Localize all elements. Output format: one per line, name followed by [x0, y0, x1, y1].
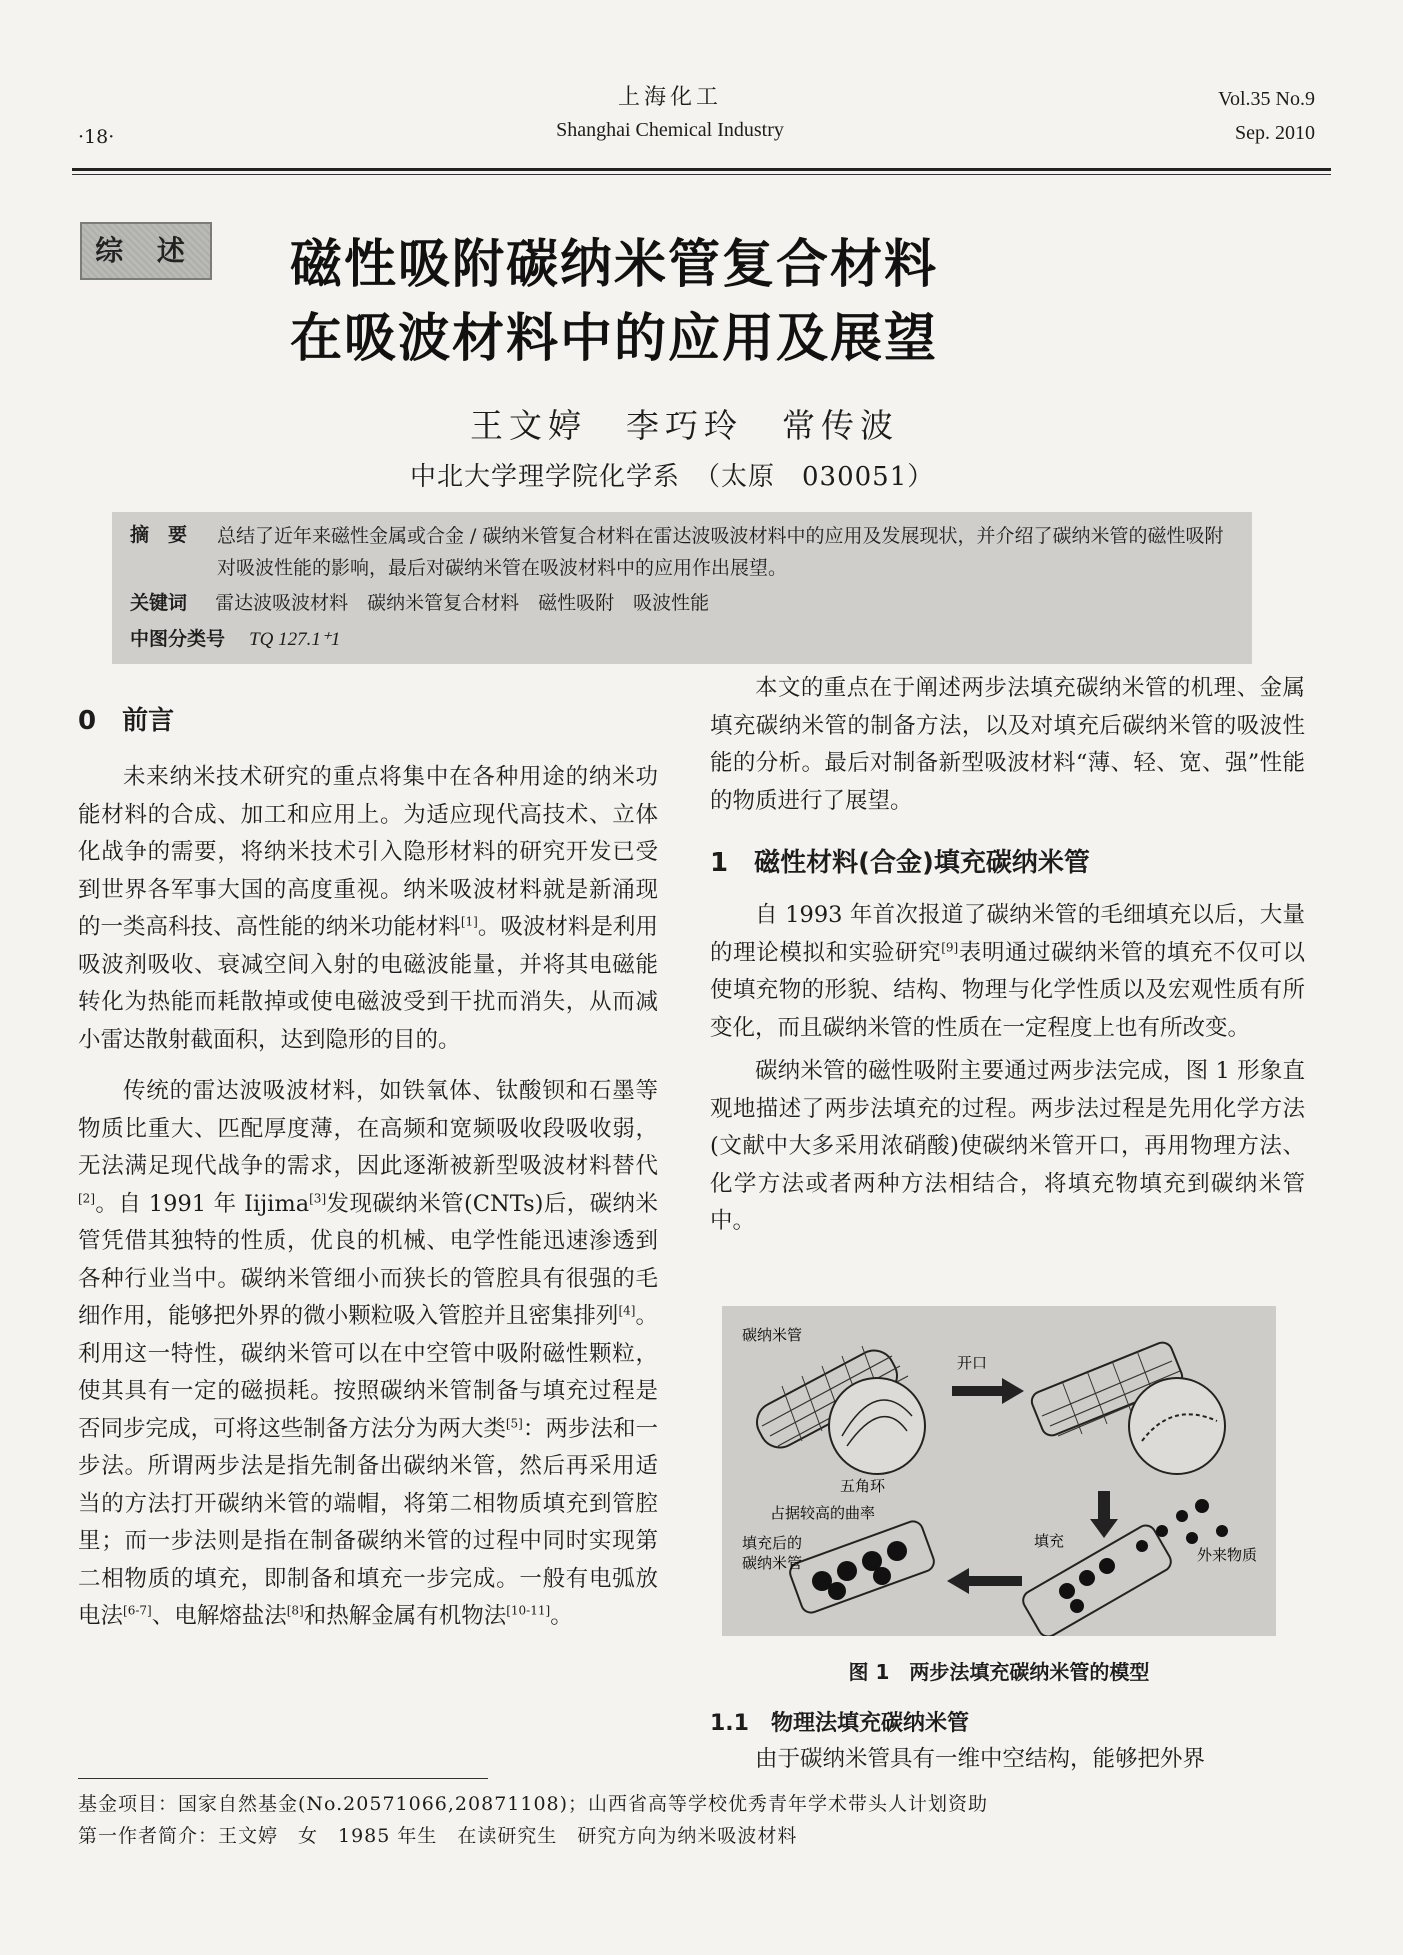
keywords-label: 关键词	[130, 592, 188, 614]
intro-p2e: ：两步法和一步法。所谓两步法是指先制备出碳纳米管，然后再采用适当的方法打开碳纳米管的端帽，将第二相物质填充到管腔里；而一步法则是指在制备碳纳米管的过程中同时实现第二相物质的填充，即制备和填充一步完成。一般有电弧放电法	[78, 1415, 658, 1629]
figure-1-caption: 图 1 两步法填充碳纳米管的模型	[848, 1660, 1150, 1684]
section-heading-intro: 0 前言	[78, 706, 175, 736]
right-paragraph-1: 本文的重点在于阐述两步法填充碳纳米管的机理、金属填充碳纳米管的制备方法，以及对填充后碳纳米管的吸波性能的分析。最后对制备新型吸波材料“薄、轻、宽、强”性能的物质进行了展望。	[710, 675, 1305, 814]
right-p2a: 自 1993 年首次报道了碳纳米管的毛细填充以后，大量的理论模拟和实验研究	[710, 902, 1305, 966]
footnote-rule	[78, 1778, 488, 1779]
intro-p2d: 。利用这一特性，碳纳米管可以在中空管中吸附磁性颗粒，使其具有一定的磁损耗。按照碳纳米管制备与填充过程是否同步完成，可将这些制备方法分为两大类	[78, 1303, 658, 1442]
intro-p2b: 。自 1991 年 Iijima	[95, 1190, 310, 1217]
label-fill: 填充	[1034, 1532, 1065, 1550]
citation-10-11: [10-11]	[506, 1603, 551, 1618]
right-p2b: 表明通过碳纳米管的填充不仅可以使填充物的形貌、结构、物理与化学性质以及宏观性质有所变化，而且碳纳米管的性质在一定程度上也有所改变。	[710, 939, 1305, 1041]
keywords-row	[130, 588, 709, 618]
journal-name-en: Shanghai Chemical Industry	[556, 119, 784, 141]
clc-code: TQ 127.1⁺1	[249, 629, 341, 650]
label-filled: 填充后的	[742, 1534, 803, 1552]
footnote-fund: 基金项目：国家自然基金(No.20571066,20871108)；山西省高等学校优秀青年学术带头人计划资助	[78, 1793, 989, 1815]
citation-4: [4]	[618, 1303, 636, 1318]
label-pentagon: 五角环	[840, 1477, 886, 1495]
keywords-text: 雷达波吸波材料 碳纳米管复合材料 磁性吸附 吸波性能	[215, 592, 710, 614]
left-column	[78, 700, 658, 1636]
intro-p2c: 发现碳纳米管(CNTs)后，碳纳米管凭借其独特的性质，优良的机械、电学性能迅速渗透到各种行业当中。碳纳米管细小而狭长的管腔具有很强的毛细作用，能够把外界的微小颗粒吸入管腔并且密集排列	[78, 1190, 658, 1329]
citation-8: [8]	[286, 1603, 304, 1618]
issue-info	[1218, 82, 1315, 150]
intro-p2a: 传统的雷达波吸波材料，如铁氧体、钛酸钡和石墨等物质比重大、匹配厚度薄，在高频和宽频吸收段吸收弱，无法满足现代战争的需求，因此逐渐被新型吸波材料替代	[78, 1078, 658, 1179]
citation-1: [1]	[460, 914, 478, 929]
label-open: 开口	[957, 1354, 988, 1372]
citation-6-7: [6-7]	[123, 1603, 152, 1618]
abstract-text: 总结了近年来磁性金属或合金 / 碳纳米管复合材料在雷达波吸波材料中的应用及发展现状，并介绍了碳纳米管的磁性吸附对吸波性能的影响，最后对碳纳米管在吸波材料中的应用作出展望。	[217, 525, 1224, 579]
authors: 王文婷 李巧玲 常传波	[470, 406, 899, 445]
abstract-box	[112, 512, 1252, 664]
right-column-continued	[710, 1706, 1305, 1779]
section-heading-1: 1 磁性材料(合金)填充碳纳米管	[710, 848, 1090, 878]
title-line-2: 在吸波材料中的应用及展望	[290, 309, 939, 369]
journal-name-cn: 上海化工	[617, 85, 722, 110]
intro-p2h: 。	[550, 1603, 573, 1629]
abstract-label	[130, 520, 187, 550]
section-heading-1-1: 1.1 物理法填充碳纳米管	[710, 1711, 969, 1736]
citation-9: [9]	[941, 940, 959, 954]
right-paragraph-4: 由于碳纳米管具有一维中空结构，能够把外界	[755, 1746, 1206, 1772]
label-foreign: 外来物质	[1197, 1546, 1258, 1564]
footnote-author: 第一作者简介：王文婷 女 1985 年生 在读研究生 研究方向为纳米吸波材料	[78, 1825, 798, 1847]
citation-2: [2]	[78, 1191, 95, 1205]
label-curvature: 占据较高的曲率	[770, 1504, 876, 1522]
header-rule	[72, 168, 1331, 171]
footnotes	[78, 1788, 1318, 1852]
title-line-1: 磁性吸附碳纳米管复合材料	[290, 235, 939, 295]
clc-label: 中图分类号	[130, 628, 226, 650]
right-paragraph-2	[710, 897, 1305, 1047]
label-filled-2: 碳纳米管	[742, 1554, 803, 1572]
figure-1	[722, 1306, 1276, 1636]
intro-paragraph-2	[78, 1073, 658, 1636]
citation-3: [3]	[309, 1191, 327, 1205]
intro-p1-text: 未来纳米技术研究的重点将集中在各种用途的纳米功能材料的合成、加工和应用上。为适应现代高技术、立体化战争的需要，将纳米技术引入隐形材料的研究开发已受到世界各军事大国的高度重视。纳米吸波材料就是新涌现的一类高科技、高性能的纳米功能材料	[78, 764, 658, 940]
affiliation: 中北大学理学院化学系 （太原 030051）	[410, 462, 935, 492]
clc-row	[130, 624, 340, 655]
header-rule-thin	[72, 174, 1331, 175]
intro-p1b-text: 。吸波材料是利用吸波剂吸收、衰减空间入射的电磁波能量，并将其电磁能转化为热能而耗散掉或使电磁波受到干扰而消失，从而减小雷达散射截面积，达到隐形的目的。	[78, 914, 658, 1053]
volume: Vol.35 No.9	[1218, 88, 1315, 110]
label-cnt: 碳纳米管	[742, 1326, 803, 1344]
intro-paragraph-1	[78, 759, 658, 1059]
figure-1-diagram	[722, 1306, 1276, 1636]
zoom-circle-2	[1129, 1378, 1225, 1474]
zoom-circle-1	[829, 1378, 925, 1474]
intro-p2f: 、电解熔盐法	[151, 1603, 287, 1629]
column-tag: 综 述	[80, 222, 212, 280]
abstract-label-text: 摘 要	[130, 524, 188, 546]
right-column	[710, 670, 1305, 1241]
right-paragraph-3: 碳纳米管的磁性吸附主要通过两步法完成，图 1 形象直观地描述了两步法填充的过程。两步法过程是先用化学方法(文献中大多采用浓硝酸)使碳纳米管开口，再用物理方法、化学方法或者两种方法相结合，将填充物填充到碳纳米管中。	[710, 1058, 1305, 1234]
journal-header	[520, 80, 820, 142]
article-title	[290, 228, 1050, 376]
citation-5: [5]	[505, 1416, 523, 1430]
page-number: ·18·	[78, 126, 115, 148]
issue-date: Sep. 2010	[1235, 122, 1315, 144]
intro-p2g: 和热解金属有机物法	[303, 1603, 507, 1629]
